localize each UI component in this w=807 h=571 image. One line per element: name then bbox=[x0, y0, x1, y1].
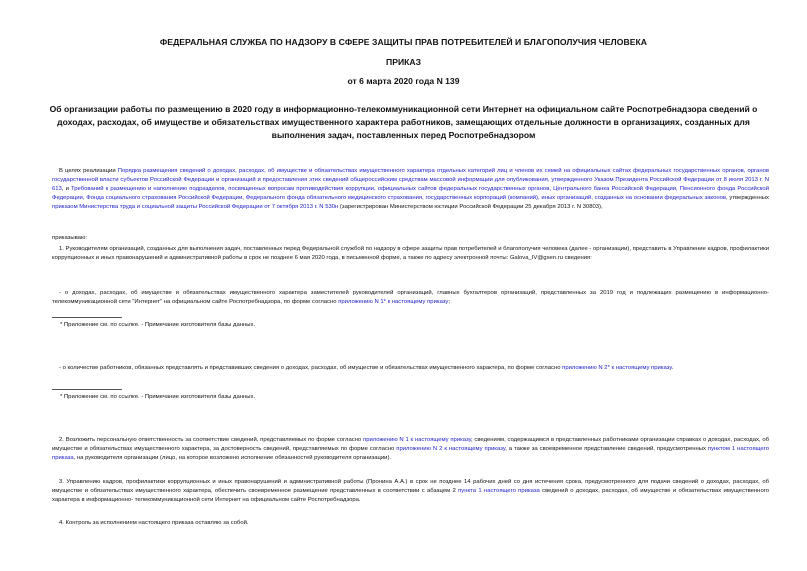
item-3-text-2: сведений о доходах, расходах, об имуществе и обязательствах имущественного характера в информационно- телекоммуникационной сети Интернет на официальном сайте Роспотребнадзора. bbox=[52, 488, 770, 504]
document-type: ПРИКАЗ bbox=[386, 57, 421, 67]
item-2-paragraph bbox=[52, 436, 769, 463]
intro-text-3: , утвержденных bbox=[726, 195, 769, 202]
footnote-1: * Приложение см. по ссылке. - Примечание изготовителя базы данных. bbox=[60, 322, 256, 328]
item-3-text-1: 3. Управлению кадров, профилактики коррупционных и иных правонарушений и административной работы (Пронина А.А.) в срок не позднее 14 рабочих дней со дня истечения срока, предусмотренного для подачи сведений о доходах, расходах, об имуществе и обязательствах имущественного характера, обеспечить своевременное размещение представленных в соответствии с абзацем 2 bbox=[52, 479, 769, 495]
intro-paragraph bbox=[52, 167, 769, 212]
dash-2-end: . bbox=[671, 365, 674, 371]
dash-1-text: - о доходах, расходах, об имуществе и обязательствах имущественного характера заместителей руководителей организаций, главных бухгалтеров организаций, представленных за 2019 год и подлежащих размещению в информационно-телекоммуникационной сети "Интернет" на официальном сайте Роспотребнадзора, по форме согласно bbox=[52, 290, 769, 306]
link-requirements[interactable]: Требований к размещению и наполнению подразделов, посвященных вопросам противодействия коррупции, официальных сайтов федеральных государственных органов, Центрального банка Российской Федерации, Пенсионного фонда Российской Федерации, Фонда социального страхования Российской Федерации, Федерального фонда обязательного медицинского страхования, государственных корпораций (компаний), иных организаций, созданных на основании федеральных законов bbox=[52, 186, 770, 202]
item-2-text-2: , сведениям, содержащимся в представленных работниками организации справках о доходах, расходах, об имуществе и обязательствах имущественного характера, за достоверность сведений, представляемых по форме согласно bbox=[52, 437, 769, 453]
item-2-text-3: , а также за своевременное представление сведений, предусмотренных bbox=[505, 446, 708, 453]
dash-1-paragraph bbox=[52, 289, 769, 307]
link-order-530n[interactable]: приказом Министерства труда и социальной защиты Российской Федерации от 7 октября 2013 г. N 530н bbox=[52, 204, 339, 211]
document-date-number: от 6 марта 2020 года N 139 bbox=[347, 76, 460, 86]
intro-text-2: , и bbox=[61, 186, 71, 193]
dash-1-end: ; bbox=[448, 299, 451, 306]
item-2-text-1: 2. Возложить персональную ответственность за соответствие сведений, представляемых по форме согласно bbox=[59, 437, 363, 443]
link-appendix-2[interactable]: приложению N 2* к настоящему приказу bbox=[562, 365, 672, 371]
dash-2-text: - о количестве работников, обязанных представлять и представивших сведения о доходах, расходах, об имуществе и обязательствах имущественного характера, по форме согласно bbox=[59, 365, 563, 371]
link-appendix-1-ref[interactable]: приложению N 1 к настоящему приказу bbox=[363, 437, 471, 443]
link-order-613[interactable]: Порядка размещения сведений о доходах, расходах, об имуществе и обязательствах имущественного характера отдельных категорий лиц и членов их семей на официальных сайтах федеральных государственных органов, органов государственной власти субъектов Российской Федерации и организаций и предоставления этих сведений общероссийским средствам массовой информации для опубликования, утвержденного Указом Президента Российской Федерации от 8 июля 2013 г. N 613 bbox=[52, 168, 769, 193]
item-2-text-4: , на руководителя организации (лицо, на которое возложено исполнение обязанностей руководителя организации). bbox=[73, 455, 392, 462]
link-appendix-2-ref[interactable]: приложению N 2 к настоящему приказу bbox=[396, 446, 506, 453]
item-4-paragraph: 4. Контроль за исполнением настоящего приказа оставляю за собой. bbox=[59, 520, 249, 526]
link-item-1-ref[interactable]: пункта 1 настоящего приказа bbox=[458, 488, 540, 495]
document-title: Об организации работы по размещению в 2020 году в информационно-телекоммуникационной сети Интернет на официальном сайте Роспотребнадзора сведений о доходах, расходах, об имуществе и обязательствах имущественного характера работников, замещающих отдельные должности в организациях, созданных для выполнения задач, поставленных перед Роспотребнадзором bbox=[49, 104, 758, 140]
item-3-paragraph bbox=[52, 478, 769, 505]
footnote-divider bbox=[52, 317, 122, 318]
dash-2-paragraph bbox=[52, 364, 769, 373]
link-item-1-ref[interactable]: пунктом 1 настоящего приказа bbox=[52, 446, 769, 462]
agency-heading: ФЕДЕРАЛЬНАЯ СЛУЖБА ПО НАДЗОРУ В СФЕРЕ ЗАЩИТЫ ПРАВ ПОТРЕБИТЕЛЕЙ И БЛАГОПОЛУЧИЯ ЧЕЛОВЕКА bbox=[159, 37, 648, 47]
link-appendix-1[interactable]: приложению N 1* к настоящему приказу bbox=[338, 299, 449, 306]
intro-text-1: В целях реализации bbox=[59, 168, 118, 174]
item-1-paragraph: 1. Руководителям организаций, созданных для выполнения задач, поставленных перед Федеральной службой по надзору в сфере защиты прав потребителей и благополучия человека (далее - организации), представить в Управление кадров, профилактики коррупционных и иных правонарушений и административной работы в срок не позднее 6 мая 2020 года, в письменной форме, а также по адресу электронной почты: Galova_IV@gsen.ru сведения: bbox=[52, 246, 769, 262]
footnote-2: * Приложение см. по ссылке. - Примечание изготовителя базы данных. bbox=[60, 394, 256, 400]
footnote-divider bbox=[52, 389, 122, 390]
intro-text-4: (зарегистрирован Министерством юстиции Российской Федерации 25 декабря 2013 г. N 30803), bbox=[338, 204, 603, 211]
order-word: приказываю: bbox=[52, 235, 88, 241]
